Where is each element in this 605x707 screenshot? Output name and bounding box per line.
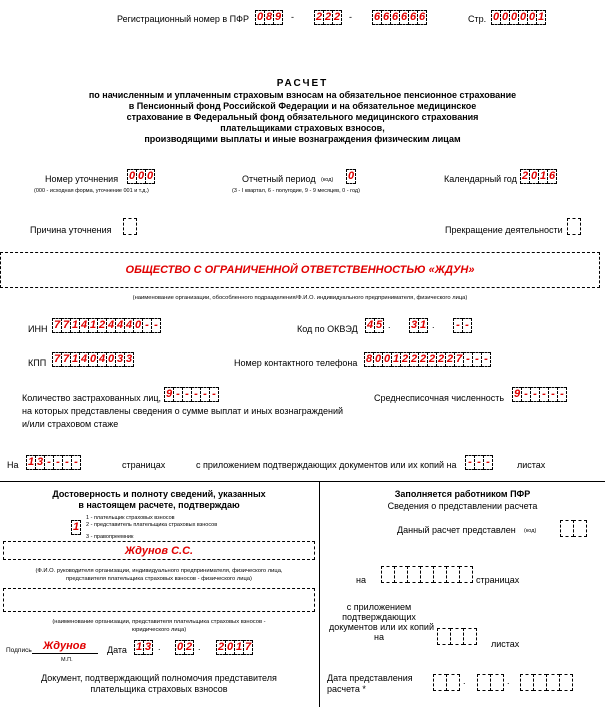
cell[interactable] — [381, 566, 395, 583]
subtitle-line: страхование в Федеральный фонд обязательного медицинского страхования — [126, 112, 479, 122]
cell[interactable]: 0 — [510, 11, 518, 23]
attach-line: на — [374, 632, 384, 642]
cell[interactable]: 2 — [419, 353, 427, 365]
cell[interactable]: 1 — [89, 319, 97, 331]
correction-number[interactable] — [127, 169, 155, 184]
insured-label: Количество застрахованных лиц, — [22, 393, 162, 403]
attach-line: с приложением — [346, 602, 412, 612]
cell[interactable]: - — [530, 387, 540, 402]
cell[interactable] — [446, 566, 460, 583]
period-label: Отчетный период — [242, 174, 316, 184]
doc-label-line: плательщика страховых взносов — [90, 684, 228, 694]
cell[interactable]: 0 — [347, 170, 355, 182]
cell[interactable]: 6 — [400, 11, 408, 23]
date-day[interactable] — [134, 640, 153, 655]
cell[interactable]: 2 — [185, 641, 193, 653]
reg-number-part3[interactable] — [372, 10, 427, 25]
cell[interactable] — [433, 566, 447, 583]
cell[interactable]: 8 — [365, 353, 373, 365]
cell[interactable]: 4 — [80, 319, 88, 331]
avg-headcount-label: Среднесписочная численность — [374, 393, 505, 403]
cell[interactable]: 2 — [521, 170, 529, 182]
reg-number-label: Регистрационный номер в ПФР — [117, 14, 249, 24]
rep-org-field[interactable] — [3, 588, 315, 612]
termination-box[interactable] — [567, 218, 581, 233]
cell[interactable]: 2 — [98, 319, 106, 331]
pfr-attach[interactable] — [437, 628, 477, 643]
cell[interactable]: 0 — [226, 641, 234, 653]
dot: . — [432, 320, 435, 330]
cell[interactable]: 6 — [391, 11, 399, 23]
cell[interactable]: - — [453, 318, 463, 333]
dot: . — [463, 676, 466, 686]
cell[interactable]: 3 — [144, 641, 152, 653]
period-note: (3 - I квартал, 6 - полугодие, 9 - 9 месяцев, 0 - год) — [232, 188, 360, 194]
cell[interactable]: 0 — [89, 353, 97, 365]
insured-label-3: и/или страховом стаже — [22, 419, 119, 429]
cell[interactable]: 1 — [392, 353, 400, 365]
cell[interactable]: - — [548, 387, 558, 402]
date-label-line: Дата представления — [327, 673, 413, 683]
cell[interactable] — [433, 674, 447, 691]
pages-on-label: На — [7, 460, 19, 470]
cell[interactable]: 3 — [410, 319, 418, 331]
cell[interactable]: 8 — [265, 11, 273, 23]
cell[interactable]: 2 — [401, 353, 409, 365]
dash: - — [349, 12, 352, 22]
cell[interactable]: - — [182, 387, 192, 402]
correction-note: (000 - исходная форма, уточнение 001 и т.д.) — [34, 188, 149, 194]
cell[interactable] — [123, 218, 137, 235]
cell[interactable]: 7 — [455, 353, 463, 365]
cell[interactable] — [567, 218, 581, 235]
date-label: Дата — [107, 645, 127, 655]
cell[interactable]: 2 — [217, 641, 225, 653]
reg-number-part1[interactable] — [255, 10, 283, 25]
cell[interactable]: 4 — [116, 319, 124, 331]
cell[interactable]: 5 — [375, 319, 383, 331]
signature-label: Подпись — [6, 647, 32, 654]
sheets-label: листах — [517, 460, 546, 470]
form-subtitle — [0, 90, 605, 145]
cell[interactable]: 0 — [134, 319, 142, 331]
signer-name: Ждунов С.С. — [124, 545, 194, 557]
cell[interactable]: - — [142, 318, 152, 333]
okved-label: Код по ОКВЭД — [297, 324, 358, 334]
cell[interactable] — [407, 566, 421, 583]
submitted-label: Данный расчет представлен — [397, 525, 516, 535]
reason-box[interactable] — [123, 218, 137, 233]
cell[interactable]: - — [483, 455, 493, 470]
pages-label: страницах — [476, 575, 520, 585]
section-divider — [0, 481, 605, 482]
cell[interactable]: - — [62, 455, 72, 470]
okved-part1[interactable] — [365, 318, 384, 333]
cell[interactable]: - — [462, 318, 472, 333]
dot: . — [507, 676, 510, 686]
avg-headcount[interactable] — [512, 387, 567, 402]
cell[interactable]: - — [557, 387, 567, 402]
cell[interactable]: 4 — [125, 319, 133, 331]
dot: . — [158, 642, 161, 652]
cell[interactable]: 0 — [137, 170, 145, 182]
cell[interactable] — [450, 628, 464, 645]
code-label: (код) — [524, 528, 537, 534]
cell[interactable]: 0 — [492, 11, 500, 23]
cell[interactable]: - — [472, 352, 482, 367]
option-3: 3 - правопреемник — [86, 534, 134, 540]
signer-type[interactable] — [71, 520, 81, 535]
phone[interactable] — [364, 352, 491, 367]
cell[interactable]: - — [209, 387, 219, 402]
cell[interactable]: 0 — [383, 353, 391, 365]
cell[interactable]: 1 — [71, 353, 79, 365]
cell[interactable] — [420, 566, 434, 583]
page-number[interactable] — [491, 10, 546, 25]
cell[interactable]: 0 — [146, 170, 154, 182]
cell[interactable]: 2 — [315, 11, 323, 23]
cell[interactable]: 1 — [419, 319, 427, 331]
cell[interactable] — [446, 674, 460, 691]
cell[interactable]: - — [44, 455, 54, 470]
pfr-date-year[interactable] — [520, 674, 573, 689]
doc-label — [0, 673, 318, 695]
cell[interactable]: 2 — [333, 11, 341, 23]
inn-label: ИНН — [28, 324, 48, 334]
cell[interactable]: 0 — [519, 11, 527, 23]
cell[interactable] — [477, 674, 491, 691]
cell[interactable]: 1 — [71, 319, 79, 331]
pfr-pages[interactable] — [381, 566, 473, 581]
cell[interactable]: 2 — [410, 353, 418, 365]
pfr-subheading: Сведения о представлении расчета — [387, 501, 538, 511]
attach-label — [329, 602, 434, 642]
cell[interactable]: 9 — [513, 388, 521, 400]
cell[interactable]: 0 — [530, 170, 538, 182]
insured-label-2: на которых представлены сведения о сумме выплат и иных вознаграждений — [22, 406, 344, 416]
okved-part3[interactable] — [453, 318, 472, 333]
cell[interactable]: 6 — [382, 11, 390, 23]
date-label-line: расчета * — [327, 684, 366, 694]
cell[interactable]: 7 — [53, 319, 61, 331]
org-name-caption: (наименование организации, обособленного подразделения/Ф.И.О. индивидуального предпринимателя, физического лица) — [132, 295, 468, 301]
dash: - — [291, 12, 294, 22]
confirm-heading — [0, 489, 318, 511]
caption-line: (Ф.И.О. руководителя организации, индивидуального предпринимателя, физического лица, — [35, 568, 283, 574]
period-code[interactable] — [346, 169, 356, 184]
cell[interactable]: 4 — [80, 353, 88, 365]
form-title: РАСЧЕТ — [276, 78, 329, 89]
inn[interactable] — [52, 318, 161, 333]
cell[interactable]: 4 — [107, 319, 115, 331]
pfr-date-day[interactable] — [433, 674, 460, 689]
year-label: Календарный год — [444, 174, 517, 184]
period-code-label: (код) — [321, 177, 334, 183]
cell[interactable]: - — [151, 318, 161, 333]
on-label: на — [356, 575, 366, 585]
cell[interactable]: 1 — [135, 641, 143, 653]
dot: . — [198, 642, 201, 652]
pages-count[interactable] — [26, 455, 81, 470]
cell[interactable] — [546, 674, 560, 691]
option-2: 2 - представитель плательщика страховых взносов — [86, 522, 218, 528]
cell[interactable] — [490, 674, 504, 691]
cell[interactable]: 9 — [165, 388, 173, 400]
doc-label-line: Документ, подтверждающий полномочия представителя — [41, 673, 277, 683]
termination-label: Прекращение деятельности — [445, 225, 563, 235]
cell[interactable]: 6 — [409, 11, 417, 23]
cell[interactable]: 1 — [537, 11, 545, 23]
attach-line: подтверждающих — [342, 612, 416, 622]
cell[interactable]: 6 — [418, 11, 426, 23]
insured-count[interactable] — [164, 387, 219, 402]
cell[interactable]: - — [521, 387, 531, 402]
kpp-label: КПП — [28, 358, 47, 368]
heading-line: Достоверность и полноту сведений, указанных — [52, 489, 266, 499]
cell[interactable] — [560, 520, 574, 537]
cell[interactable]: 6 — [548, 170, 556, 182]
column-divider — [319, 481, 320, 707]
cell[interactable]: 2 — [324, 11, 332, 23]
page-label: Стр. — [468, 14, 487, 24]
caption-line: представителя плательщика страховых взносов - физического лица) — [66, 576, 252, 582]
dot: . — [388, 320, 391, 330]
cell[interactable]: 0 — [501, 11, 509, 23]
cell[interactable]: 1 — [235, 641, 243, 653]
subtitle-line: плательщиками страховых взносов, — [220, 123, 385, 133]
cell[interactable] — [459, 566, 473, 583]
caption-line: юридического лица) — [131, 627, 187, 633]
cell[interactable]: - — [200, 387, 210, 402]
cell[interactable]: - — [71, 455, 81, 470]
cell[interactable]: 6 — [373, 11, 381, 23]
year[interactable] — [520, 169, 557, 184]
cell[interactable] — [559, 674, 573, 691]
submitted-code[interactable] — [560, 520, 587, 535]
org-name: ОБЩЕСТВО С ОГРАНИЧЕННОЙ ОТВЕТСТВЕННОСТЬЮ «ЖДУН» — [125, 264, 475, 276]
subtitle-line: в Пенсионный фонд Российской Федерации и на обязательное медицинское — [128, 101, 477, 111]
cell[interactable]: 7 — [62, 353, 70, 365]
signature: Ждунов — [43, 640, 87, 652]
option-1: 1 - плательщик страховых взносов — [86, 515, 175, 521]
caption-line: (наименование организации, представителя плательщика страховых взносов - — [52, 619, 266, 625]
cell[interactable]: 4 — [366, 319, 374, 331]
cell[interactable]: 2 — [437, 353, 445, 365]
pages-label: страницах — [122, 460, 166, 470]
cell[interactable]: 3 — [36, 456, 44, 468]
signature-line — [32, 653, 98, 654]
cell[interactable]: 1 — [539, 170, 547, 182]
cell[interactable]: - — [191, 387, 201, 402]
cell[interactable]: 0 — [128, 170, 136, 182]
attach-count[interactable] — [465, 455, 493, 470]
reg-number-part2[interactable] — [314, 10, 342, 25]
date-month[interactable] — [175, 640, 194, 655]
fio-caption — [0, 567, 318, 583]
cell[interactable] — [533, 674, 547, 691]
date-year[interactable] — [216, 640, 253, 655]
pfr-heading: Заполняется работником ПФР — [394, 489, 531, 499]
cell[interactable]: 0 — [256, 11, 264, 23]
cell[interactable] — [573, 520, 587, 537]
cell[interactable] — [437, 628, 451, 645]
cell[interactable]: 7 — [53, 353, 61, 365]
cell[interactable]: 0 — [374, 353, 382, 365]
cell[interactable]: 2 — [428, 353, 436, 365]
okved-part2[interactable] — [409, 318, 428, 333]
cell[interactable] — [463, 628, 477, 645]
reason-label: Причина уточнения — [30, 225, 112, 235]
cell[interactable]: - — [463, 352, 473, 367]
cell[interactable]: 1 — [72, 521, 80, 533]
submission-date-label — [327, 673, 413, 695]
cell[interactable]: - — [465, 455, 475, 470]
cell[interactable] — [394, 566, 408, 583]
attach-label: с приложением подтверждающих документов или их копий на — [196, 460, 457, 470]
cell[interactable]: 2 — [446, 353, 454, 365]
attach-line: документов или их копий — [329, 622, 434, 632]
stamp-label: М.П. — [61, 657, 73, 663]
kpp[interactable] — [52, 352, 134, 367]
sheets-label: листах — [491, 639, 520, 649]
cell[interactable]: 3 — [125, 353, 133, 365]
phone-label: Номер контактного телефона — [234, 358, 358, 368]
cell[interactable]: 4 — [98, 353, 106, 365]
pfr-date-month[interactable] — [477, 674, 504, 689]
cell[interactable]: 9 — [274, 11, 282, 23]
cell[interactable]: 7 — [62, 319, 70, 331]
cell[interactable]: 1 — [27, 456, 35, 468]
cell[interactable]: - — [173, 387, 183, 402]
cell[interactable]: - — [474, 455, 484, 470]
cell[interactable] — [520, 674, 534, 691]
cell[interactable]: 7 — [244, 641, 252, 653]
cell[interactable]: - — [539, 387, 549, 402]
correction-label: Номер уточнения — [45, 174, 119, 184]
subtitle-line: по начисленным и уплаченным страховым взносам на обязательное пенсионное страхование — [88, 90, 517, 100]
cell[interactable]: 0 — [176, 641, 184, 653]
cell[interactable]: 0 — [528, 11, 536, 23]
cell[interactable]: 3 — [116, 353, 124, 365]
heading-line: в настоящем расчете, подтверждаю — [78, 500, 240, 510]
cell[interactable]: - — [53, 455, 63, 470]
rep-org-caption — [0, 618, 318, 634]
subtitle-line: производящими выплаты и иные вознаграждения физическим лицам — [144, 134, 461, 144]
cell[interactable]: 0 — [107, 353, 115, 365]
cell[interactable]: - — [481, 352, 491, 367]
